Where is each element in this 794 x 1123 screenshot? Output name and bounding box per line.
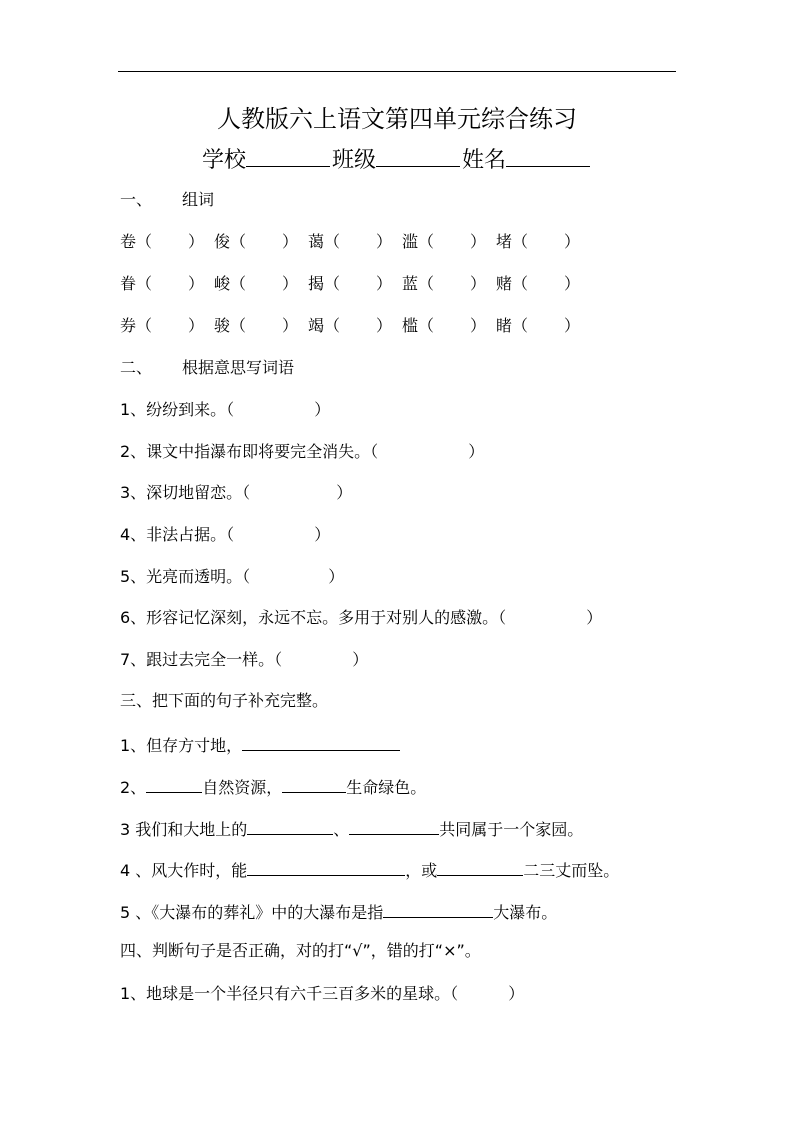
definition-item-5: 5、光亮而透明。（ ） — [120, 567, 345, 586]
judgement-item-1: 1、地球是一个半径只有六千三百多米的星球。（ ） — [120, 984, 525, 1003]
word-row-3 — [120, 315, 590, 337]
answer-blank[interactable] — [437, 857, 523, 876]
page-title: 人教版六上语文第四单元综合练习 — [217, 105, 577, 133]
word-cell: 滥（ ） — [402, 232, 487, 251]
word-cell: 券（ ） — [120, 316, 205, 335]
word-row-2 — [120, 273, 590, 295]
answer-blank[interactable] — [242, 732, 400, 751]
section2-heading: 二、 根据意思写词语 — [120, 358, 295, 377]
word-cell: 揭（ ） — [308, 274, 393, 293]
section3-heading: 三、把下面的句子补充完整。 — [120, 691, 329, 710]
name-blank[interactable] — [506, 144, 590, 167]
class-blank[interactable] — [376, 144, 460, 167]
definition-item-3: 3、深切地留恋。（ ） — [120, 483, 353, 502]
student-info-fields — [0, 144, 794, 176]
word-cell: 骏（ ） — [214, 316, 299, 335]
definition-item-4: 4、非法占据。（ ） — [120, 525, 331, 544]
word-row-1 — [120, 231, 590, 253]
answer-blank[interactable] — [383, 899, 493, 918]
definition-item-1: 1、纷纷到来。（ ） — [120, 400, 331, 419]
word-cell: 俊（ ） — [214, 232, 299, 251]
sentence-3: 3 我们和大地上的 、 共同属于一个家园。 — [120, 816, 583, 841]
name-label: 姓名 — [462, 148, 507, 173]
sentence-1: 1、但存方寸地， — [120, 732, 400, 757]
word-cell: 峻（ ） — [214, 274, 299, 293]
definition-item-6: 6、形容记忆深刻，永远不忘。多用于对别人的感激。（ ） — [120, 608, 603, 627]
word-cell: 槛（ ） — [402, 316, 487, 335]
school-blank[interactable] — [246, 144, 330, 167]
word-cell: 卷（ ） — [120, 232, 205, 251]
section4-heading: 四、判断句子是否正确，对的打“√”，错的打“×”。 — [120, 941, 481, 960]
definition-item-7: 7、跟过去完全一样。（ ） — [120, 650, 369, 669]
answer-blank[interactable] — [146, 774, 202, 793]
word-cell: 堵（ ） — [496, 232, 581, 251]
top-rule — [118, 71, 676, 72]
answer-blank[interactable] — [349, 816, 439, 835]
sentence-2: 2、 自然资源， 生命绿色。 — [120, 774, 426, 799]
word-cell: 蓝（ ） — [402, 274, 487, 293]
word-cell: 赌（ ） — [496, 274, 581, 293]
sentence-4: 4 、风大作时，能 ，或 二三丈而坠。 — [120, 857, 619, 882]
section1-heading: 一、 组词 — [120, 190, 215, 209]
class-label: 班级 — [331, 148, 376, 173]
answer-blank[interactable] — [282, 774, 346, 793]
word-cell: 睹（ ） — [496, 316, 581, 335]
word-cell: 蔼（ ） — [308, 232, 393, 251]
sentence-5: 5 、《大瀑布的葬礼》中的大瀑布是指 大瀑布。 — [120, 899, 557, 924]
school-label: 学校 — [201, 148, 246, 173]
answer-blank[interactable] — [247, 857, 405, 876]
word-cell: 竭（ ） — [308, 316, 393, 335]
word-cell: 眷（ ） — [120, 274, 205, 293]
answer-blank[interactable] — [247, 816, 333, 835]
definition-item-2: 2、课文中指瀑布即将要完全消失。（ ） — [120, 442, 485, 461]
